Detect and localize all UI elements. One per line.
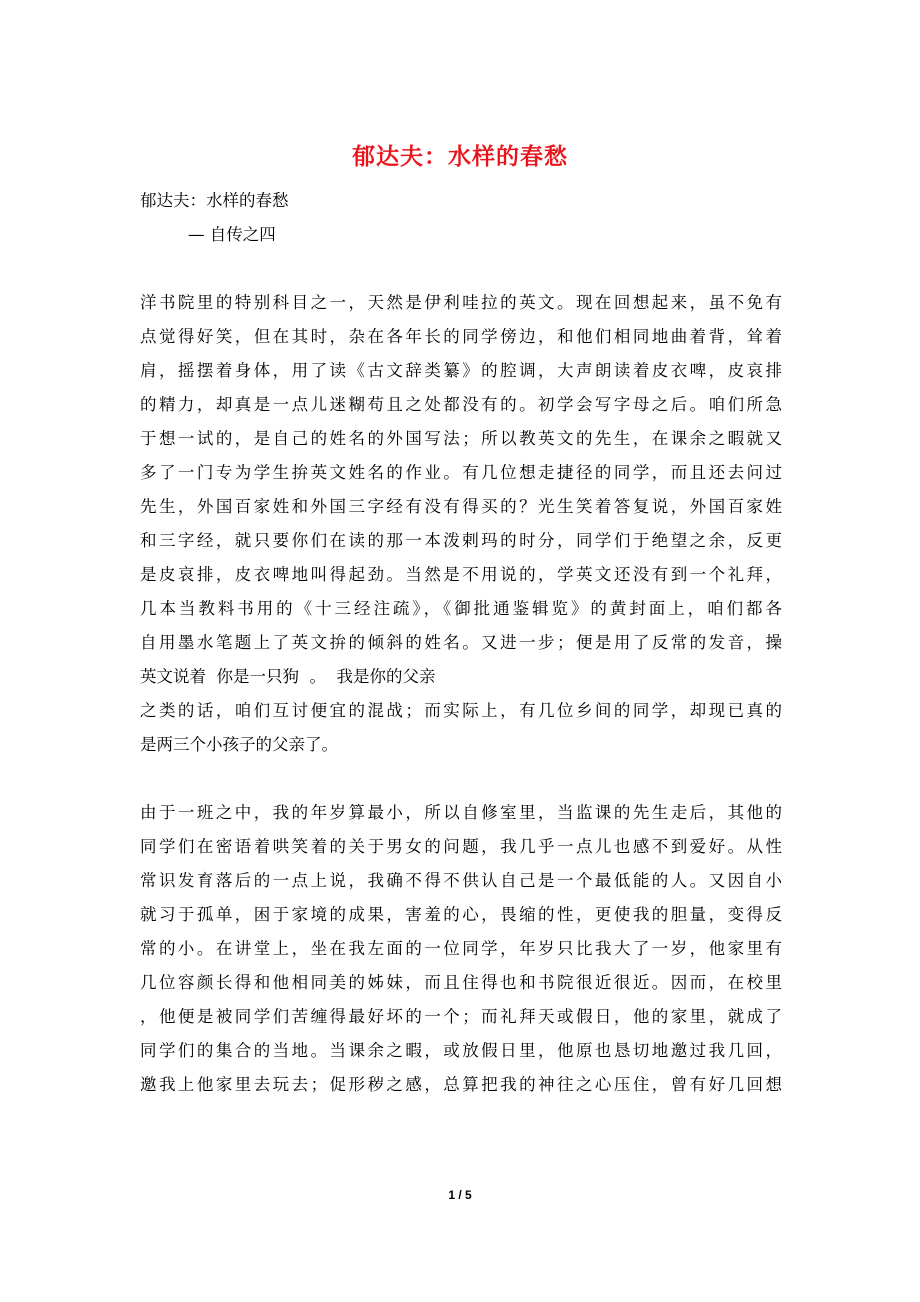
paragraph-line: 的精力，却真是一点儿迷糊苟且之处都没有的。初学会写字母之后。咱们所急	[140, 395, 782, 414]
paragraph-line: 同学们的集合的当地。当课余之暇，或放假日里，他原也恳切地邀过我几回，	[140, 1041, 782, 1060]
paragraph-line: ，他便是被同学们苦缠得最好坏的一个；而礼拜天或假日，他的家里，就成了	[140, 1007, 782, 1026]
section-heading: — 自传之四	[188, 225, 276, 244]
paragraph-line: 是皮哀排，皮衣啤地叫得起劲。当然是不用说的，学英文还没有到一个礼拜，	[140, 565, 782, 584]
paragraph-line: 英文说着 你是一只狗 。 我是你的父亲	[140, 667, 436, 686]
subtitle: 郁达夫：水样的春愁	[140, 191, 289, 210]
spacer	[140, 252, 782, 286]
paragraph-line: 同学们在密语着哄笑着的关于男女的问题，我几乎一点儿也感不到爱好。从性	[140, 837, 782, 856]
paragraph-line: 邀我上他家里去玩去；促形秽之感，总算把我的神往之心压住，曾有好几回想	[140, 1075, 782, 1094]
paragraph-line: 几本当教料书用的《十三经注疏》，《御批通鉴辑览》的黄封面上，咱们都各	[140, 599, 782, 618]
paragraph-line: 先生，外国百家姓和外国三字经有没有得买的？光生笑着答复说，外国百家姓	[140, 497, 782, 516]
spacer	[140, 762, 782, 796]
paragraph-line: 洋书院里的特别科目之一，天然是伊利哇拉的英文。现在回想起来，虽不免有	[140, 293, 782, 312]
paragraph-line: 就习于孤单，困于家境的成果，害羞的心，畏缩的性，更使我的胆量，变得反	[140, 905, 782, 924]
paragraph-line: 多了一门专为学生拚英文姓名的作业。有几位想走捷径的同学，而且还去问过	[140, 463, 782, 482]
page-number: 1 / 5	[448, 1188, 472, 1202]
paragraph-line: 之类的话，咱们互讨便宜的混战；而实际上，有几位乡间的同学，却现已真的	[140, 701, 782, 720]
paragraph-line: 点觉得好笑，但在其时，杂在各年长的同学傍边，和他们相同地曲着背，耸着	[140, 327, 782, 346]
paragraph-line: 常的小。在讲堂上，坐在我左面的一位同学，年岁只比我大了一岁，他家里有	[140, 939, 782, 958]
paragraph-line: 肩，摇摆着身体，用了读《古文辞类纂》的腔调，大声朗读着皮衣啤，皮哀排	[140, 361, 782, 380]
paragraph-line: 是两三个小孩子的父亲了。	[140, 735, 338, 754]
paragraph-line: 和三字经，就只要你们在读的那一本泼剌玛的时分，同学们于绝望之余，反更	[140, 531, 782, 550]
document-title: 郁达夫：水样的春愁	[352, 143, 568, 170]
paragraph-line: 自用墨水笔题上了英文拚的倾斜的姓名。又进一步；便是用了反常的发音，操	[140, 633, 782, 652]
paragraph-line: 于想一试的，是自己的姓名的外国写法；所以教英文的先生，在课余之暇就又	[140, 429, 782, 448]
paragraph-line: 由于一班之中，我的年岁算最小，所以自修室里，当监课的先生走后，其他的	[140, 803, 782, 822]
paragraph-line: 常识发育落后的一点上说，我确不得不供认自己是一个最低能的人。又因自小	[140, 871, 782, 890]
document-body	[140, 184, 782, 1102]
paragraph-line: 几位容颜长得和他相同美的姊妹，而且住得也和书院很近很近。因而，在校里	[140, 973, 782, 992]
paragraph-1	[140, 286, 782, 762]
paragraph-2	[140, 796, 782, 1102]
